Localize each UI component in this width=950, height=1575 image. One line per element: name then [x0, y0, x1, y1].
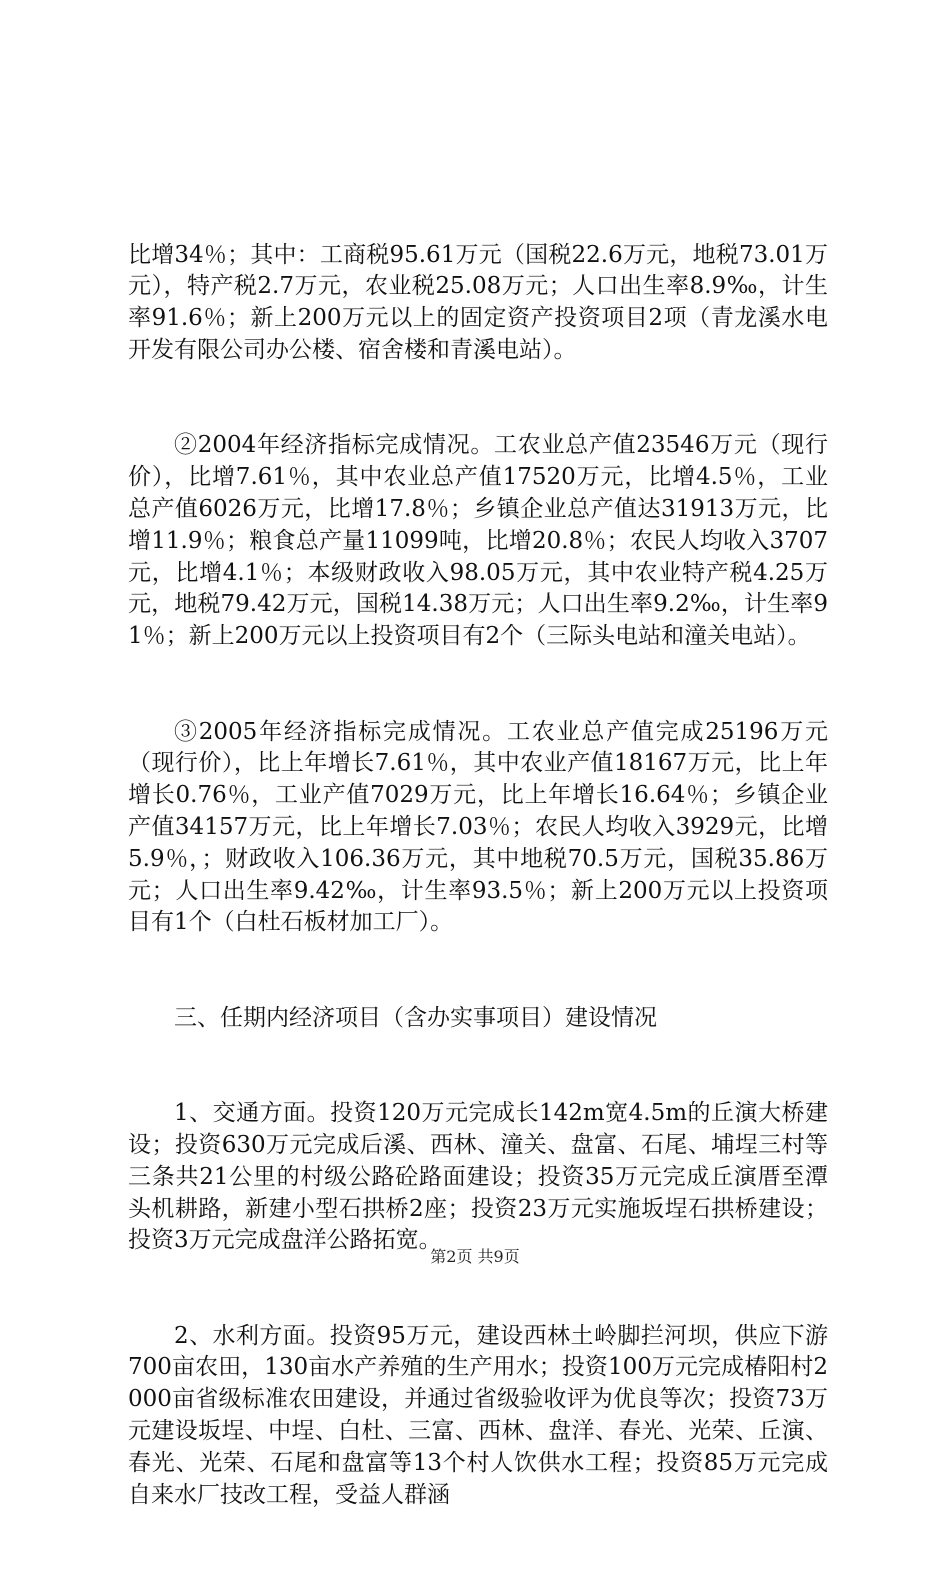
paragraph-2: ②2004年经济指标完成情况。工农业总产值23546万元（现行价），比增7.61％，其中农业总产值17520万元，比增4.5％，工业总产值6026万元，比增17.8％；乡镇企业总产值达31913万元，比增11.9％；粮食总产量11099吨，比增20.8％；农民人均收入3707元，比增4.1％；本级财政收入98.05万元，其中农业特产税4.25万元，地税79.42万元，国税14.38万元；人口出生率9.2‰，计生率91％；新上200万元以上投资项目有2个（三际头电站和潼关电站）。 [128, 432, 828, 650]
section-heading: 三、任期内经济项目（含办实事项目）建设情况 [174, 1004, 657, 1031]
page-footer: 第2页 共9页 [430, 1247, 520, 1266]
paragraph-3: ③2005年经济指标完成情况。工农业总产值完成25196万元（现行价），比上年增长7.61％，其中农业产值18167万元，比上年增长0.76％，工业产值7029万元，比上年增长16.64％；乡镇企业产值34157万元，比上年增长7.03％；农民人均收入3929元，比增5.9％，；财政收入106.36万元，其中地税70.5万元，国税35.86万元；人口出生率9.42‰，计生率93.5％；新上200万元以上投资项目有1个（白杜石板材加工厂）。 [128, 718, 828, 936]
body-text [128, 176, 828, 1575]
paragraph-water: 2、水利方面。投资95万元，建设西林土岭脚拦河坝，供应下游700亩农田，130亩水产养殖的生产用水；投资100万元完成椿阳村2000亩省级标准农田建设，并通过省级验收评为优良等次；投资73万元建设坂埕、中埕、白杜、三富、西林、盘洋、春光、光荣、丘演、春光、光荣、石尾和盘富等13个村人饮供水工程；投资85万元完成自来水厂技改工程，受益人群涵 [128, 1322, 828, 1508]
paragraph-1: 比增34％；其中：工商税95.61万元（国税22.6万元，地税73.01万元），特产税2.7万元，农业税25.08万元；人口出生率8.9‰，计生率91.6％；新上200万元以上的固定资产投资项目2项（青龙溪水电开发有限公司办公楼、宿舍楼和青溪电站）。 [128, 241, 828, 363]
paragraph-transport: 1、交通方面。投资120万元完成长142m宽4.5m的丘演大桥建设；投资630万元完成后溪、西林、潼关、盘富、石尾、埔埕三村等三条共21公里的村级公路砼路面建设；投资35万元完成丘演厝至潭头机耕路，新建小型石拱桥2座；投资23万元实施坂埕石拱桥建设；投资3万元完成盘洋公路拓宽。 [128, 1100, 828, 1254]
